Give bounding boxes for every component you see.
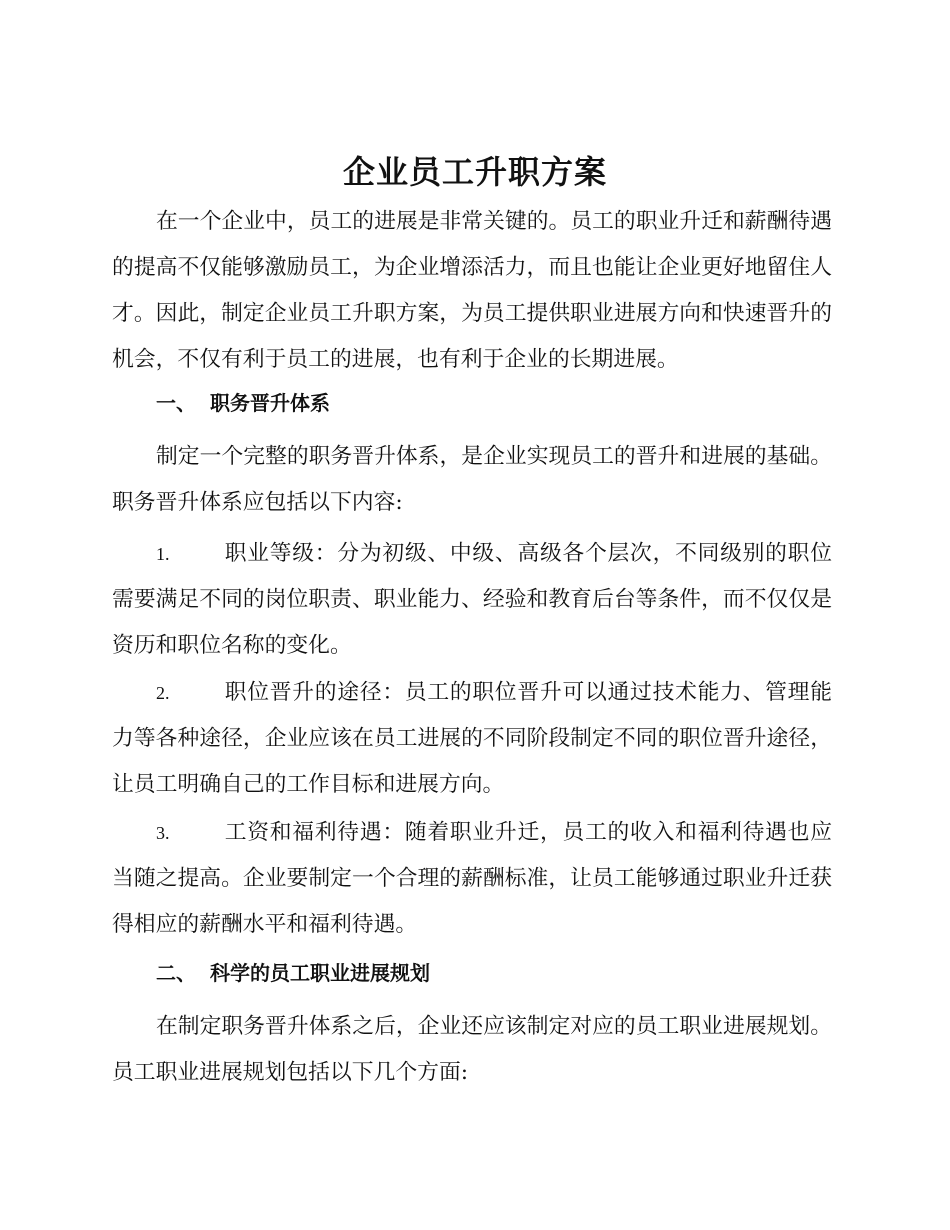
list-item-text: 职位晋升的途径：员工的职位晋升可以通过技术能力、管理能力等各种途径，企业应该在员工进展的不同阶段制定不同的职位晋升途径，让员工明确自己的工作目标和进展方向。 — [112, 680, 832, 797]
document-title: 企业员工升职方案 — [342, 153, 607, 191]
list-item — [112, 810, 832, 948]
section-1-paragraph: 制定一个完整的职务晋升体系，是企业实现员工的晋升和进展的基础。职务晋升体系应包括以下内容: — [112, 444, 832, 515]
list-item-text: 工资和福利待遇：随着职业升迁，员工的收入和福利待遇也应当随之提高。企业要制定一个合理的薪酬标准，让员工能够通过职业升迁获得相应的薪酬水平和福利待遇。 — [112, 820, 832, 937]
list-item-number: 2. — [156, 683, 170, 703]
section-number-1: 一、 — [156, 391, 196, 415]
list-item — [112, 531, 832, 669]
list-item-number: 1. — [156, 544, 170, 564]
section-heading-text-2: 科学的员工职业进展规划 — [210, 961, 430, 985]
section-2-paragraph: 在制定职务晋升体系之后，企业还应该制定对应的员工职业进展规划。员工职业进展规划包括以下几个方面: — [112, 1014, 832, 1085]
section-number-2: 二、 — [156, 961, 196, 985]
section-heading-2 — [156, 951, 836, 995]
section-heading-1 — [156, 381, 836, 425]
list-item-number: 3. — [156, 823, 170, 843]
intro-paragraph: 在一个企业中，员工的进展是非常关键的。员工的职业升迁和薪酬待遇的提高不仅能够激励员工，为企业增添活力，而且也能让企业更好地留住人才。因此，制定企业员工升职方案，为员工提供职业进展方向和快速晋升的机会，不仅有利于员工的进展，也有利于企业的长期进展。 — [112, 209, 832, 372]
section-heading-text-1: 职务晋升体系 — [210, 391, 330, 415]
list-item-text: 职业等级：分为初级、中级、高级各个层次，不同级别的职位需要满足不同的岗位职责、职业能力、经验和教育后台等条件，而不仅仅是资历和职位名称的变化。 — [112, 541, 832, 658]
list-item — [112, 670, 832, 808]
